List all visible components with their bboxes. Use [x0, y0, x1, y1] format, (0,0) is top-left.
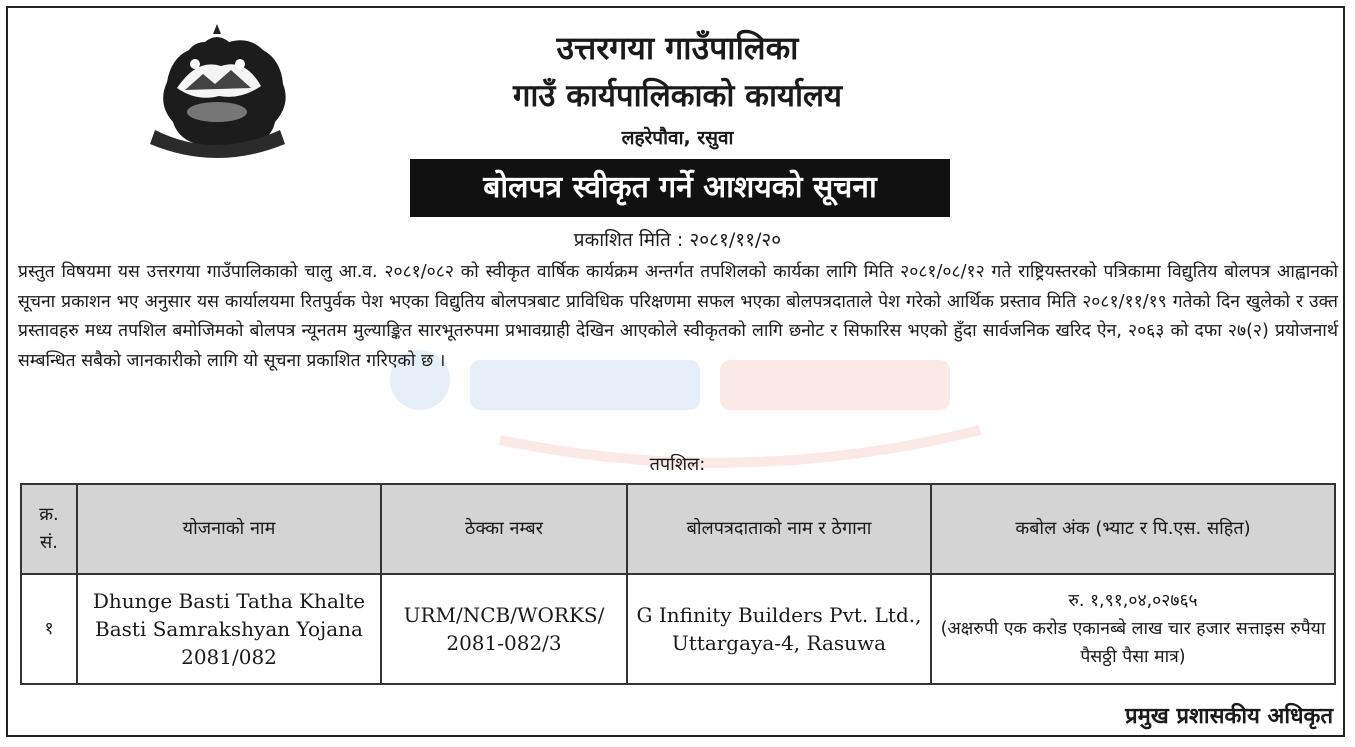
row-amount: रु. १,९१,०४,०२७६५ — [1068, 591, 1198, 611]
notice-title: बोलपत्र स्वीकृत गर्ने आशयको सूचना — [410, 159, 950, 217]
row-bidder: G Infinity Builders Pvt. Ltd., Uttargaya-4, Rasuwa — [627, 574, 931, 684]
office-address: लहरेपौवा, रसुवा — [621, 127, 734, 149]
table-header-row — [21, 484, 1335, 574]
col-project-name: योजनाको नाम — [77, 484, 381, 574]
table-caption: तपशिल: — [649, 454, 706, 475]
bid-details-table — [20, 483, 1336, 685]
row-project-name: Dhunge Basti Tatha Khalte Basti Samrakshyan Yojana 2081/082 — [77, 574, 381, 684]
row-contract-number: URM/NCB/WORKS/ 2081-082/3 — [381, 574, 627, 684]
row-amount-cell — [931, 574, 1335, 684]
notice-body: प्रस्तुत विषयमा यस उत्तरगया गाउँपालिकाको चालु आ.व. २०८१/०८२ को स्वीकृत वार्षिक कार्यक्रम अन्तर्गत तपशिलको कार्यका लागि मिति २०८१/०८/१२ गते राष्ट्रियस्तरको पत्रिकामा विद्युतिय बोलपत्र आह्वानको सूचना प्रकाशन भए अनुसार यस कार्यालयमा रितपुर्वक पेश भएका विद्युतिय बोलपत्रबाट प्राविधिक परिक्षणमा सफल भएका बोलपत्रदाताले पेश गरेको आर्थिक प्रस्ताव मिति २०८१/११/१९ गतेको दिन खुलेको र उक्त प्रस्तावहरु मध्य तपशिल बमोजिमको बोलपत्र न्यूनतम मुल्याङ्कित सारभूतरुपमा प्रभावग्राही देखिन आएकोले स्वीकृतको लागि छनोट र सिफारिस भएको हुँदा सार्वजनिक खरिद ऐन, २०६३ को दफा २७(२) प्रयोजनार्थ सम्बन्धित सबैको जानकारीको लागि यो सूचना प्रकाशित गरिएको छ । — [18, 262, 1338, 371]
row-amount-words: (अक्षरुपी एक करोड एकानब्बे लाख चार हजार सत्ताइस रुपैया पैसठ्ठी पैसा मात्र) — [940, 619, 1326, 667]
col-contract-number: ठेक्का नम्बर — [381, 484, 627, 574]
col-bid-amount: कबोल अंक (भ्याट र पि.एस. सहित) — [931, 484, 1335, 574]
col-bidder-name-address: बोलपत्रदाताको नाम र ठेगाना — [627, 484, 931, 574]
table-row — [21, 574, 1335, 684]
row-serial: १ — [21, 574, 77, 684]
published-date: प्रकाशित मिति : २०८१/११/२० — [573, 229, 782, 251]
office-name: गाउँ कार्यपालिकाको कार्यालय — [512, 78, 843, 114]
col-serial: क्र. सं. — [21, 484, 77, 574]
municipality-name: उत्तरगया गाउँपालिका — [556, 29, 799, 67]
signatory: प्रमुख प्रशासकीय अधिकृत — [1125, 704, 1333, 729]
